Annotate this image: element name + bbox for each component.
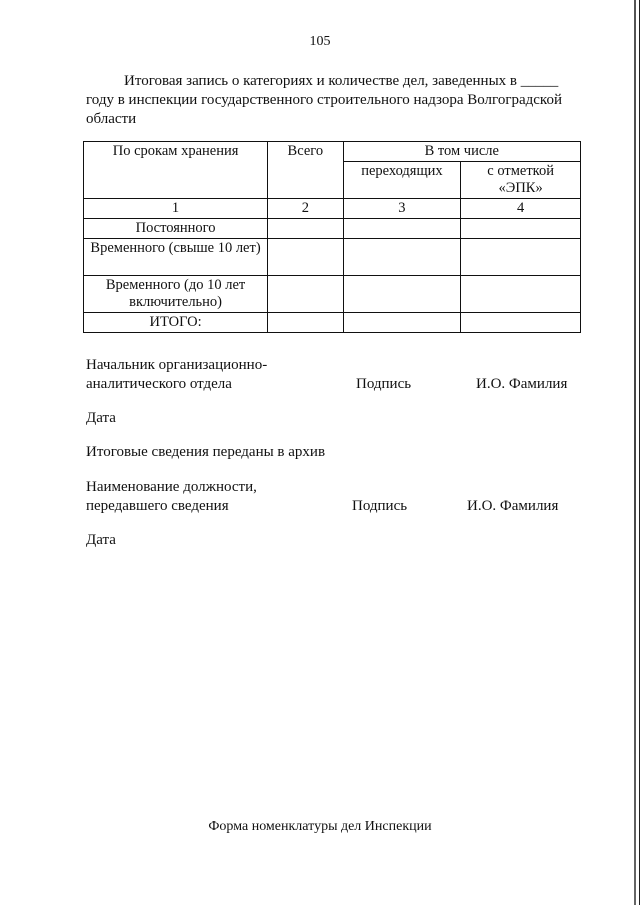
row-label-total: ИТОГО: (84, 313, 268, 333)
table-cell (343, 276, 461, 313)
table-cell (461, 313, 581, 333)
table-cell (343, 219, 461, 239)
row-label: Постоянного (84, 219, 268, 239)
table-row (84, 276, 581, 313)
position-line: аналитического отдела (86, 376, 232, 392)
signature1-name: И.О. Фамилия (476, 376, 568, 392)
header-epk: с отметкой «ЭПК» (461, 162, 581, 199)
signature1-position (86, 356, 267, 394)
table-cell (461, 276, 581, 313)
position-line: Начальник организационно- (86, 357, 268, 373)
table-cell (343, 313, 461, 333)
signature1-date: Дата (86, 410, 116, 426)
heading-line-3: области (86, 111, 137, 127)
col-number: 4 (461, 199, 581, 219)
position-line: Наименование должности, (86, 479, 257, 495)
table-cell (268, 219, 343, 239)
header-total: Всего (268, 142, 343, 199)
heading-line-1: Итоговая запись о категориях и количестве дел, заведенных в _____ (124, 73, 559, 89)
col-number: 1 (84, 199, 268, 219)
table-row (84, 239, 581, 276)
signature2-position (86, 478, 257, 516)
table-total-row (84, 313, 581, 333)
footer-caption: Форма номенклатуры дел Инспекции (208, 819, 432, 834)
table-row (84, 219, 581, 239)
header-carryover: переходящих (343, 162, 461, 199)
col-number: 3 (343, 199, 461, 219)
header-storage-period: По срокам хранения (84, 142, 268, 199)
signature1-signature: Подпись (356, 376, 412, 392)
summary-table (83, 141, 581, 333)
signature2-signature: Подпись (352, 498, 408, 514)
table-cell (268, 313, 343, 333)
table-number-row (84, 199, 581, 219)
table-cell (268, 239, 343, 276)
table-cell (343, 239, 461, 276)
col-number: 2 (268, 199, 343, 219)
scan-edge (634, 0, 636, 905)
table-cell (461, 219, 581, 239)
table-cell (461, 239, 581, 276)
position-line: передавшего сведения (86, 498, 229, 514)
table-cell (268, 276, 343, 313)
row-label: Временного (свыше 10 лет) (84, 239, 268, 276)
row-label: Временного (до 10 лет включительно) (84, 276, 268, 313)
table-header-row (84, 142, 581, 162)
signature2-date: Дата (86, 532, 116, 548)
document-heading (86, 72, 586, 129)
signature2-name: И.О. Фамилия (467, 498, 559, 514)
archive-note: Итоговые сведения переданы в архив (86, 444, 326, 460)
page-number: 105 (309, 34, 331, 49)
heading-line-2: году в инспекции государственного строительного надзора Волгоградской (86, 92, 562, 108)
header-including: В том числе (343, 142, 580, 162)
